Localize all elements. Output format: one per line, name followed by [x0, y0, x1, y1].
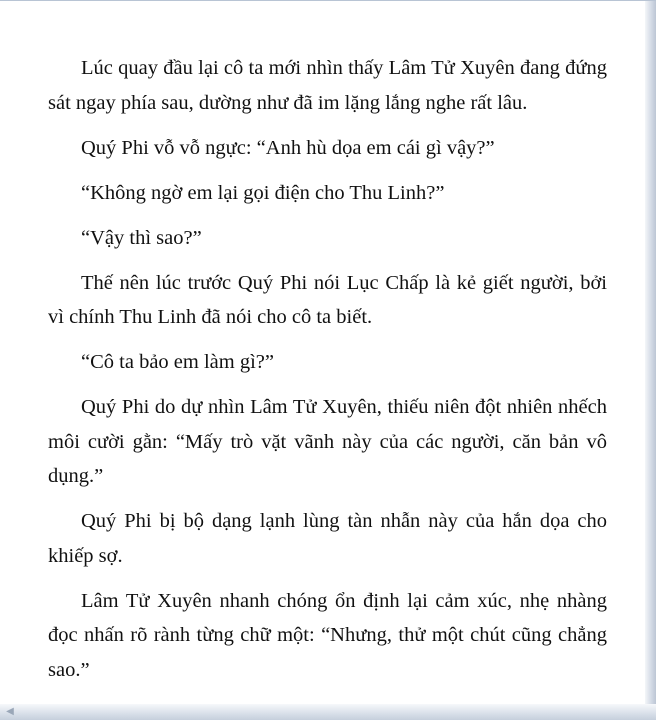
paragraph: Thế nên lúc trước Quý Phi nói Lục Chấp là kẻ giết người, bởi vì chính Thu Linh đã nói cho cô ta biết. — [48, 271, 607, 328]
paragraph: Quý Phi bị bộ dạng lạnh lùng tàn nhẫn này của hắn dọa cho khiếp sợ. — [48, 510, 607, 567]
left-arrow-icon[interactable]: ◀ — [6, 706, 14, 717]
paragraph: Quý Phi do dự nhìn Lâm Tử Xuyên, thiếu niên đột nhiên nhếch môi cười gằn: “Mấy trò vặt vãnh này của các người, căn bản vô dụng.” — [48, 396, 607, 487]
paragraph: “Cô ta bảo em làm gì?” — [81, 351, 274, 373]
paragraph: Lúc quay đầu lại cô ta mới nhìn thấy Lâm Tử Xuyên đang đứng sát ngay phía sau, dường như đã im lặng lắng nghe rất lâu. — [48, 57, 607, 114]
paragraph: Quý Phi vỗ vỗ ngực: “Anh hù dọa em cái gì vậy?” — [81, 136, 495, 159]
paragraph: Lâm Tử Xuyên nhanh chóng ổn định lại cảm xúc, nhẹ nhàng đọc nhấn rõ rành từng chữ một: “Nhưng, thử một chút cũng chẳng sao.” — [48, 589, 607, 681]
document-page — [48, 51, 607, 698]
page-edge-right — [645, 1, 656, 720]
paragraph: “Vậy thì sao?” — [81, 226, 202, 249]
page-edge-bottom — [0, 704, 656, 720]
paragraph: “Không ngờ em lại gọi điện cho Thu Linh?” — [81, 181, 445, 204]
